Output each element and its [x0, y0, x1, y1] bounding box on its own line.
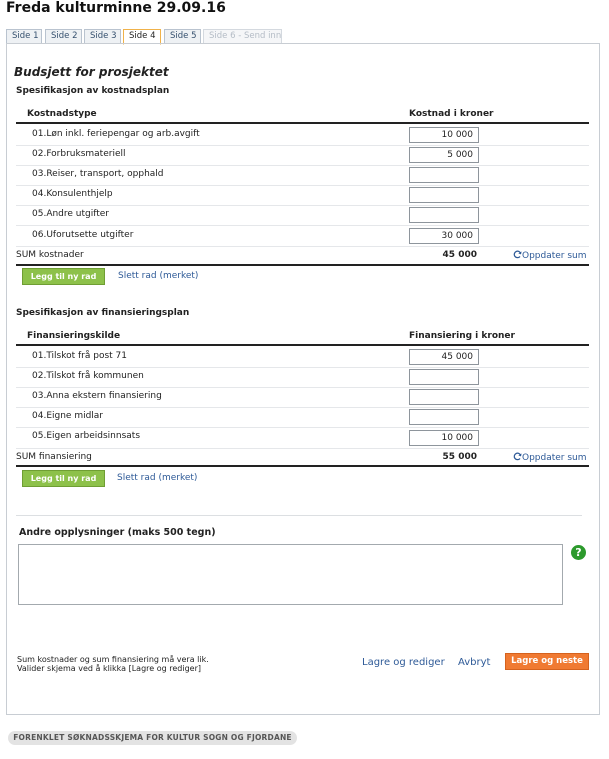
refresh-icon: [513, 250, 522, 259]
financing-row-label: 01.Tilskot frå post 71: [32, 351, 128, 361]
cost-amount-input[interactable]: [409, 187, 479, 203]
cost-row-label: 04.Konsulenthjelp: [32, 189, 113, 199]
cost-amount-input[interactable]: 10 000: [409, 127, 479, 143]
cost-row-label: 03.Reiser, transport, opphald: [32, 169, 164, 179]
help-icon[interactable]: ?: [571, 545, 586, 560]
financing-update-sum-link[interactable]: [513, 452, 587, 463]
tab-side-6-send: Side 6 - Send inn: [203, 29, 282, 44]
notes-label: Andre opplysninger (maks 500 tegn): [19, 527, 216, 538]
financing-row-label: 03.Anna ekstern finansiering: [32, 391, 162, 401]
row-divider: [16, 145, 589, 146]
row-divider: [16, 387, 589, 388]
cancel-link[interactable]: Avbryt: [458, 657, 491, 668]
financing-update-sum-label: Oppdater sum: [522, 453, 587, 463]
save-next-button[interactable]: Lagre og neste: [505, 653, 589, 670]
cost-amount-column-header: Kostnad i kroner: [409, 109, 494, 119]
page-title: Freda kulturminne 29.09.16: [6, 0, 226, 16]
cost-type-column-header: Kostnadstype: [27, 109, 97, 119]
financing-row-label: 04.Eigne midlar: [32, 411, 104, 421]
cost-amount-input[interactable]: 30 000: [409, 228, 479, 244]
row-divider: [16, 427, 589, 428]
cost-plan-heading: Spesifikasjon av kostnadsplan: [16, 86, 170, 96]
cost-update-sum-label: Oppdater sum: [522, 251, 587, 261]
notes-textarea[interactable]: [18, 544, 563, 605]
cost-row-label: 05.Andre utgifter: [32, 209, 110, 219]
cost-row-label: 02.Forbruksmateriell: [32, 149, 126, 159]
section-divider: [16, 515, 582, 516]
financing-add-row-button[interactable]: Legg til ny rad: [22, 470, 105, 487]
budget-heading: Budsjett for prosjektet: [14, 65, 169, 79]
cost-amount-input[interactable]: 5 000: [409, 147, 479, 163]
row-divider: [16, 165, 589, 166]
financing-sum-value: 55 000: [442, 452, 477, 462]
financing-source-column-header: Finansieringskilde: [27, 331, 121, 341]
cost-amount-input[interactable]: [409, 167, 479, 183]
sum-divider: [16, 448, 589, 449]
financing-amount-input[interactable]: [409, 369, 479, 385]
financing-amount-input[interactable]: 45 000: [409, 349, 479, 365]
tab-side-5[interactable]: Side 5: [164, 29, 201, 44]
financing-plan-heading: Spesifikasjon av finansieringsplan: [16, 308, 190, 318]
financing-delete-row-link[interactable]: Slett rad (merket): [117, 473, 198, 483]
cost-row-label: 01.Løn inkl. feriepengar og arb.avgift: [32, 129, 200, 139]
tab-side-2[interactable]: Side 2: [45, 29, 82, 44]
validation-note-line-2: Valider skjema ved å klikka [Lagre og rediger]: [17, 664, 201, 673]
row-divider: [16, 205, 589, 206]
tab-side-3[interactable]: Side 3: [84, 29, 121, 44]
financing-row-label: 02.Tilskot frå kommunen: [32, 371, 144, 381]
financing-amount-column-header: Finansiering i kroner: [409, 331, 515, 341]
sum-divider: [16, 246, 589, 247]
financing-amount-input[interactable]: [409, 409, 479, 425]
row-divider: [16, 225, 589, 226]
row-divider: [16, 407, 589, 408]
cost-delete-row-link[interactable]: Slett rad (merket): [118, 271, 199, 281]
cost-row-label: 06.Uforutsette utgifter: [32, 230, 134, 240]
tab-side-4[interactable]: Side 4: [123, 29, 161, 45]
cost-update-sum-link[interactable]: [513, 250, 587, 261]
tab-side-1[interactable]: Side 1: [6, 29, 42, 44]
cost-amount-input[interactable]: [409, 207, 479, 223]
financing-row-label: 05.Eigen arbeidsinnsats: [32, 431, 141, 441]
row-divider: [16, 367, 589, 368]
save-edit-link[interactable]: Lagre og rediger: [362, 657, 445, 668]
financing-sum-label: SUM finansiering: [16, 452, 92, 462]
cost-sum-label: SUM kostnader: [16, 250, 84, 260]
financing-amount-input[interactable]: 10 000: [409, 430, 479, 446]
financing-table-header-rule: [16, 344, 589, 346]
cost-add-row-button[interactable]: Legg til ny rad: [22, 268, 105, 285]
refresh-icon: [513, 452, 522, 461]
form-name-badge: FORENKLET SØKNADSSKJEMA FOR KULTUR SOGN OG FJORDANE: [8, 731, 297, 745]
cost-table-header-rule: [16, 122, 589, 124]
financing-amount-input[interactable]: [409, 389, 479, 405]
validation-note-line-1: Sum kostnader og sum finansiering må vera lik.: [17, 655, 209, 664]
cost-table-footer-rule: [16, 264, 589, 266]
financing-table-footer-rule: [16, 465, 589, 467]
row-divider: [16, 185, 589, 186]
cost-sum-value: 45 000: [442, 250, 477, 260]
